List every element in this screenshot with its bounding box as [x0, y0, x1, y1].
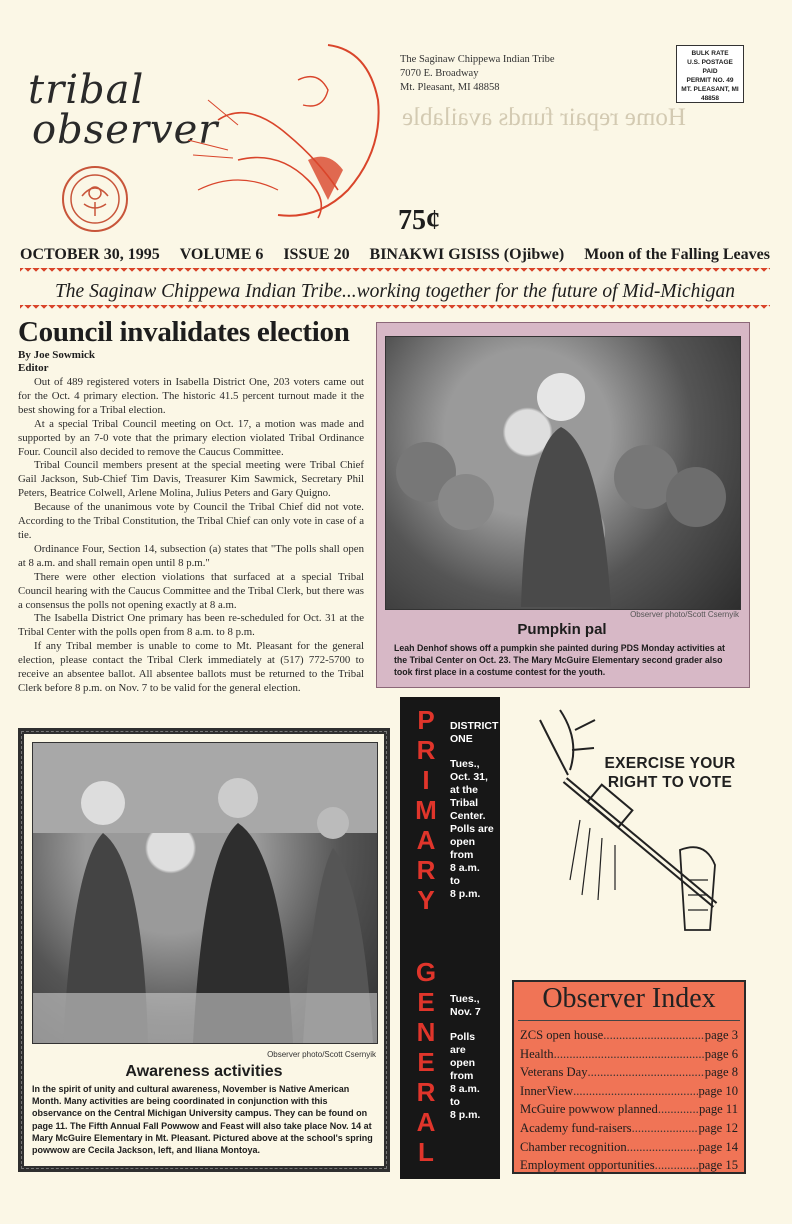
info-line: Tues.,	[450, 758, 480, 770]
banner-letter: L	[418, 1137, 434, 1167]
info-line: 8 p.m.	[450, 888, 481, 900]
stamp-line: PERMIT NO. 49	[686, 77, 734, 84]
banner-letter: A	[416, 825, 436, 855]
info-line: Oct. 31,	[450, 771, 488, 783]
info-line: Nov. 7	[450, 1006, 481, 1018]
dateline	[20, 246, 770, 264]
vote-slogan	[590, 754, 750, 792]
info-line: open	[450, 1057, 476, 1069]
index-item: InnerView ..... page 10	[520, 1082, 738, 1101]
article-paragraph: At a special Tribal Council meeting on Oct. 17, a motion was made and supported by an 7-0 vote that the primary election violated Tribal Ordinance Four. Council also decided to remove the Caucus Committee.	[18, 417, 364, 458]
banner-letter: P	[417, 705, 435, 735]
moon-name: Moon of the Falling Leaves	[584, 246, 770, 263]
index-item: Academy fund-raisers ..... page 12	[520, 1119, 738, 1138]
index-item: McGuire powwow planned ..... page 11	[520, 1100, 738, 1119]
info-line: from	[450, 1070, 474, 1082]
index-item: Employment opportunities ..... page 15	[520, 1156, 738, 1175]
photo-credit: Observer photo/Scott Csernyik	[630, 610, 739, 619]
zigzag-divider	[20, 268, 770, 275]
issue-date: OCTOBER 30, 1995	[20, 246, 160, 263]
banner-letter: E	[417, 1047, 435, 1077]
awareness-caption: In the spirit of unity and cultural awareness, November is Native American Month. Many activities are being coordinated in conjunction with this observance on the Central Michigan University campus. They can be found on page 11. The Fifth Annual Fall Powwow and Feast will also take place Nov. 14 at Mary McGuire Elementary in Mt. Pleasant. Pictured above at the school's spring powwow are Cecila Jackson, left, and Iliana Montoya.	[32, 1084, 373, 1156]
general-election-info	[450, 993, 500, 1122]
index-item: Health ..... page 6	[520, 1045, 738, 1064]
info-line: DISTRICT	[450, 720, 499, 732]
banner-letter: R	[416, 735, 436, 765]
author-role: Editor	[18, 362, 49, 374]
info-line: Tribal	[450, 797, 479, 809]
article-paragraph: There were other election violations that surfaced at a special Tribal Council hearing with the Caucus Committee and the Tribal Clerk, but there was a consensus the polls not opening exactly at 8 a.m.	[18, 570, 364, 611]
info-line: ONE	[450, 733, 473, 745]
banner-letters	[408, 705, 444, 1167]
info-line: Center.	[450, 810, 486, 822]
article-paragraph: Tribal Council members present at the special meeting were Tribal Chief Gail Jackson, Sub-Chief Tim Davis, Treasurer Kim Sawmick, Secretary Phil Peters, Beatrice Colwell, Arlene Molina, Julius Peters and Gary Quigno.	[18, 459, 364, 500]
antler-staff-illustration-icon	[520, 700, 760, 940]
pumpkin-photo-art-icon	[386, 337, 740, 609]
awareness-photo-art-icon	[33, 743, 377, 1043]
tribal-seal-icon	[62, 166, 128, 232]
awareness-caption-title: Awareness activities	[125, 1063, 283, 1080]
banner-letter: M	[415, 795, 437, 825]
index-title: Observer Index	[542, 983, 716, 1014]
vote-slogan-line-2: RIGHT TO VOTE	[607, 774, 733, 791]
stamp-line: BULK RATE	[691, 50, 729, 57]
banner-letter: N	[416, 1017, 436, 1047]
mailer-line: Mt. Pleasant, MI 48858	[400, 82, 500, 93]
mailer-line: 7070 E. Broadway	[400, 68, 479, 79]
index-list	[520, 1026, 738, 1175]
awareness-photo	[32, 742, 378, 1044]
info-line: open	[450, 836, 476, 848]
article-paragraph: Out of 489 registered voters in Isabella District One, 203 voters came out for the Oct. 4 primary election. The historic 41.5 percent turnout made it the best showing for a Tribal election.	[18, 376, 364, 416]
info-line: Polls	[450, 1031, 476, 1043]
index-item: Chamber recognition ..... page 14	[520, 1138, 738, 1157]
info-line: to	[450, 1096, 460, 1108]
pumpkin-photo	[385, 336, 741, 610]
info-line: at the	[450, 784, 479, 796]
issue-volume: VOLUME 6	[179, 246, 264, 263]
index-divider	[518, 1020, 740, 1021]
bulk-rate-stamp	[676, 45, 744, 103]
article-paragraph: Because of the unanimous vote by Council the Tribal Chief did not vote. According to the Tribal Constitution, the Tribal Chief can only vote in case of a tie.	[18, 501, 364, 541]
bleed-through-text: Home repair funds available	[402, 104, 686, 131]
article-headline: Council invalidates election	[18, 316, 350, 348]
info-line: are	[450, 1044, 466, 1056]
issue-number: ISSUE 20	[283, 246, 350, 263]
logo-line-2: observer	[32, 107, 219, 153]
byline	[18, 349, 95, 375]
article-paragraph: The Isabella District One primary has been re-scheduled for Oct. 31 at the Tribal Center with the polls open from 8 a.m. to 8 p.m.	[18, 612, 364, 639]
stamp-line: 48858	[700, 95, 720, 102]
banner-letter: A	[416, 1107, 436, 1137]
index-item: Veterans Day ..... page 8	[520, 1063, 738, 1082]
info-line: Tues.,	[450, 993, 480, 1005]
photo-credit: Observer photo/Scott Csernyik	[267, 1050, 376, 1059]
stamp-line: PAID	[702, 68, 718, 75]
info-line: 8 p.m.	[450, 1109, 481, 1121]
article-paragraph: Ordinance Four, Section 14, subsection (a) states that "The polls shall open at 8 a.m. and shall remain open until 8 p.m."	[18, 542, 364, 569]
logo-line-1: tribal	[28, 67, 145, 113]
info-line: 8 a.m.	[450, 862, 480, 874]
info-line: 8 a.m.	[450, 1083, 480, 1095]
stamp-line: U.S. POSTAGE	[687, 59, 733, 66]
ojibwe-moon: BINAKWI GISISS (Ojibwe)	[369, 246, 565, 263]
vote-slogan-line-1: EXERCISE YOUR	[604, 755, 736, 772]
author: By Joe Sowmick	[18, 349, 95, 361]
banner-letter: E	[417, 987, 435, 1017]
info-line: Polls are	[450, 823, 494, 835]
banner-letter: G	[415, 957, 437, 987]
article-paragraph: If any Tribal member is unable to come to Mt. Pleasant for the general election, please contact the Tribal Clerk immediately at (517) 772-5700 to receive an absentee ballot. All absentee ballots must be returned to the Tribal Clerk before 8 p.m. on Nov. 7 to be valid for the general election.	[18, 640, 364, 694]
eagle-feather-illustration-icon	[178, 40, 388, 230]
zigzag-divider	[20, 305, 770, 312]
info-line: to	[450, 875, 460, 887]
pumpkin-caption: Leah Denhof shows off a pumpkin she painted during PDS Monday activities at the Tribal Center on Oct. 23. The Mary McGuire Elementary second grader also took first place in a costume contest for the youth.	[394, 643, 725, 677]
pumpkin-caption-title: Pumpkin pal	[517, 621, 607, 638]
mailer-line: The Saginaw Chippewa Indian Tribe	[400, 54, 555, 65]
banner-letter: Y	[417, 885, 435, 915]
cover-price: 75¢	[398, 205, 440, 236]
article-body	[18, 376, 364, 696]
banner-letter: R	[416, 1077, 436, 1107]
banner-letter: I	[422, 765, 430, 795]
index-item: ZCS open house ..... page 3	[520, 1026, 738, 1045]
banner-letter: R	[416, 855, 436, 885]
tagline: The Saginaw Chippewa Indian Tribe...working together for the future of Mid-Michigan	[54, 281, 736, 302]
info-line: from	[450, 849, 474, 861]
stamp-line: MT. PLEASANT, MI	[681, 86, 739, 93]
primary-election-info	[450, 720, 500, 901]
mailing-address	[400, 53, 555, 95]
